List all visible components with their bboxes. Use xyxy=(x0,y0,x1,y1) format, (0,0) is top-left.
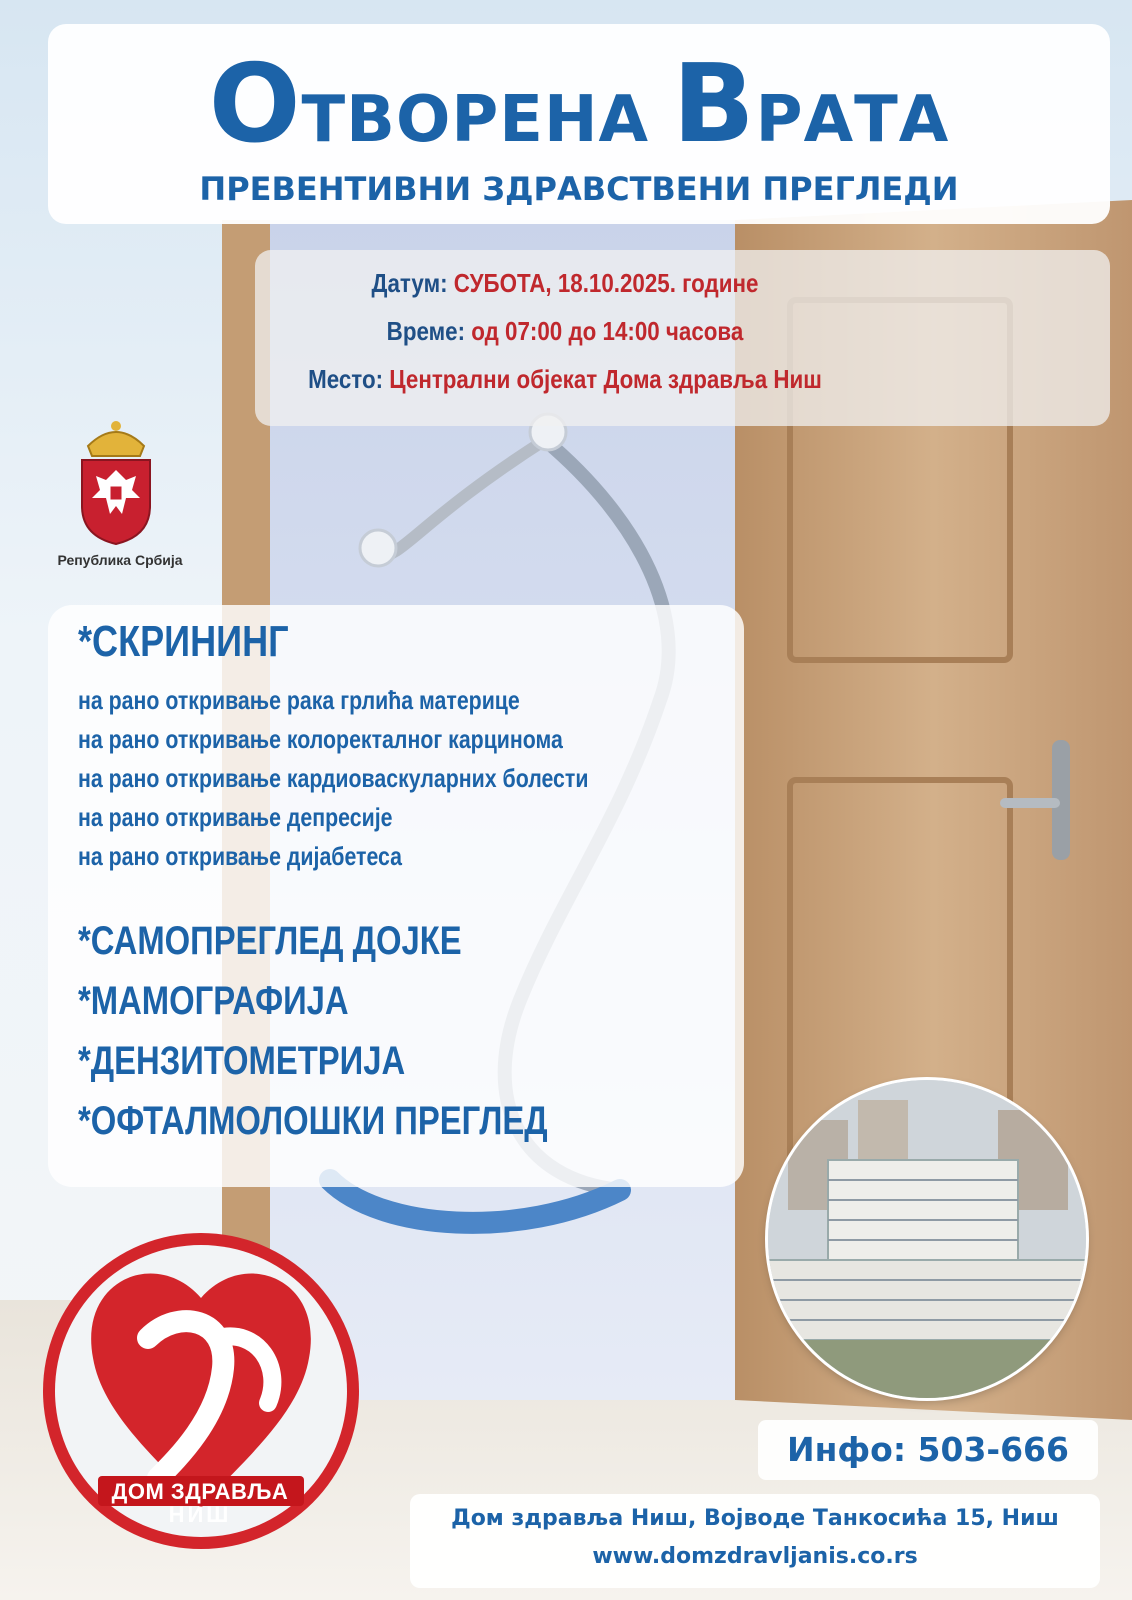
phone-box xyxy=(758,1420,1098,1480)
title-part-1: ТВОРЕНА xyxy=(301,83,673,157)
screening-title: *СКРИНИНГ xyxy=(78,617,289,666)
title-box xyxy=(48,24,1110,224)
date-label: Датум: xyxy=(371,268,448,298)
screening-item: на рано откривање депресије xyxy=(78,802,393,832)
event-time xyxy=(298,316,831,347)
time-label: Време: xyxy=(386,316,466,346)
event-date xyxy=(298,268,831,299)
screening-item: на рано откривање рака грлића материце xyxy=(78,685,520,715)
service-breast-self-exam: *САМОПРЕГЛЕД ДОЈКЕ xyxy=(78,919,462,963)
event-info-box xyxy=(255,250,1110,426)
service-mammography: *МАМОГРАФИЈА xyxy=(78,979,349,1023)
title-letter-2: В xyxy=(672,42,756,167)
screening-item: на рано откривање дијабетеса xyxy=(78,841,403,871)
serbia-coat-of-arms-icon xyxy=(70,418,162,546)
main-title xyxy=(48,42,1110,167)
subtitle: ПРЕВЕНТИВНИ ЗДРАВСТВЕНИ ПРЕГЛЕДИ xyxy=(199,170,959,208)
info-phone: Инфо: 503-666 xyxy=(787,1430,1069,1469)
date-value: СУБОТА, 18.10.2025. године xyxy=(453,268,759,298)
services-box xyxy=(48,605,744,1187)
place-label: Место: xyxy=(308,364,384,394)
time-value: од 07:00 до 14:00 часова xyxy=(471,316,744,346)
service-ophthalmology: *ОФТАЛМОЛОШКИ ПРЕГЛЕД xyxy=(78,1099,548,1143)
address-text: Дом здравља Ниш, Војводе Танкосића 15, Ниш xyxy=(451,1506,1059,1531)
logo-text-line1: ДОМ ЗДРАВЉА xyxy=(111,1479,289,1504)
title-part-2: РАТА xyxy=(755,83,950,157)
place-value: Централни објекат Дома здравља Ниш xyxy=(389,364,822,394)
screening-item: на рано откривање колоректалног карцинома xyxy=(78,724,563,754)
service-densitometry: *ДЕНЗИТОМЕТРИЈА xyxy=(78,1039,406,1083)
logo-text-line2: НИШ xyxy=(168,1502,232,1527)
website-link[interactable]: www.domzdravljanis.co.rs xyxy=(592,1544,918,1569)
health-center-building-photo xyxy=(768,1080,1086,1398)
address-box xyxy=(410,1494,1100,1588)
event-place xyxy=(298,364,831,395)
coat-of-arms-label: Република Србија xyxy=(57,552,183,568)
screening-item: на рано откривање кардиоваскуларних болести xyxy=(78,763,589,793)
title-letter-1: О xyxy=(208,42,302,167)
